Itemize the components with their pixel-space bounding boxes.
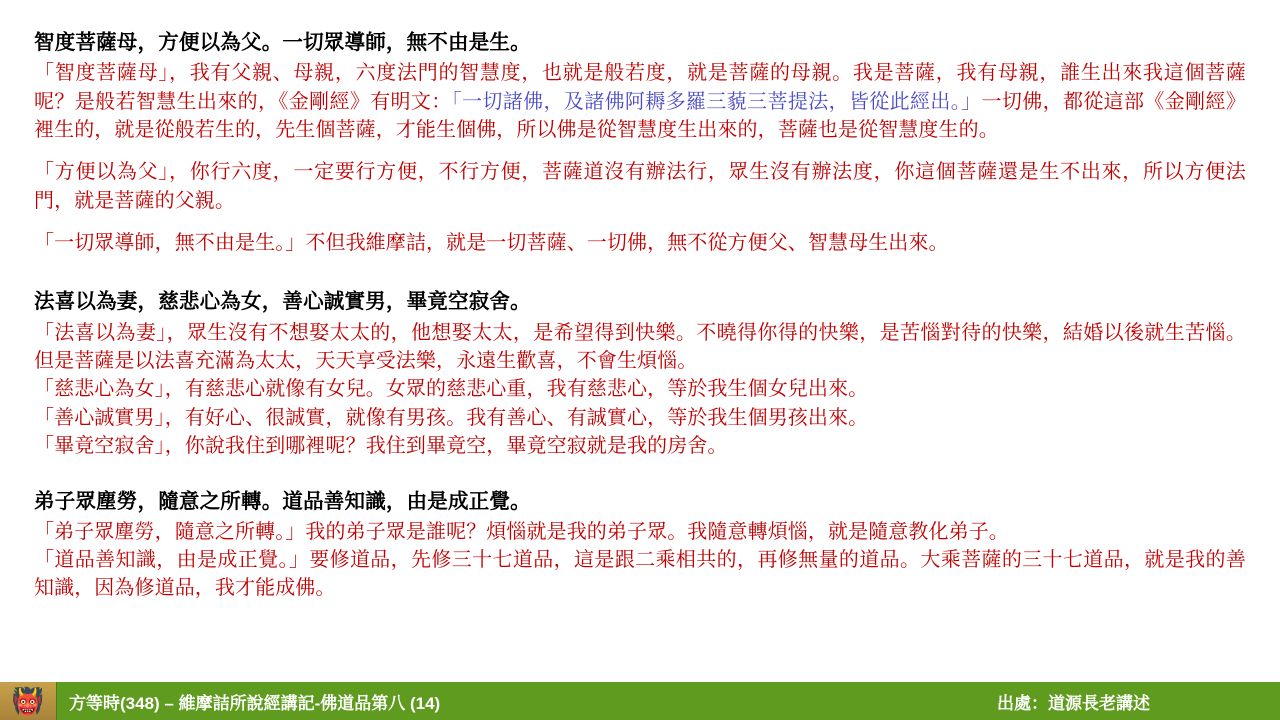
section-1-heading: 智度菩薩母，方便以為父。一切眾導師，無不由是生。: [34, 31, 531, 54]
buddha-statue-icon: [0, 682, 57, 720]
section-spacer: [34, 463, 1246, 487]
section-2-paragraph-3: 「善心誠實男」，有好心、很誠實，就像有男孩。我有善心、有誠實心，等於我生個男孩出來。: [34, 406, 869, 429]
footer-title: 方等時(348) – 維摩詰所說經講記-佛道品第八 (14): [69, 693, 441, 713]
text-run: 一切佛，都從這部《金剛經》裡生的，就是從般若生的，先生個菩薩，才能生個佛，所以佛是從智慧度生出來的，菩薩也是從智慧度生的。: [34, 90, 1246, 141]
section-3: [34, 487, 1246, 603]
text-run: 「智度菩薩母」，我有父親、母親，六度法門的智慧度，也就是般若度，就是菩薩的母親。我是菩薩，我有母親，誰生出來我這個菩薩呢？是般若智慧生出來的，《金剛經》有明文：: [34, 62, 1246, 113]
buddha-glyph: 👹: [11, 686, 45, 716]
section-3-paragraph-2: 「道品善知識，由是成正覺。」要修道品，先修三十七道品，這是跟二乘相共的，再修無量的道品。大乘菩薩的三十七道品，就是我的善知識，因為修道品，我才能成佛。: [34, 549, 1246, 600]
section-3-paragraph-1: 「弟子眾塵勞，隨意之所轉。」我的弟子眾是誰呢？煩惱就是我的弟子眾。我隨意轉煩惱，就是隨意教化弟子。: [34, 520, 1009, 543]
footer-source: 出處：道源長老講述: [997, 693, 1150, 713]
footer-bar: [0, 682, 1280, 720]
section-1-paragraph-2: 「方便以為父」，你行六度，一定要行方便，不行方便，菩薩道沒有辦法行，眾生沒有辦法度，你這個菩薩還是生不出來，所以方便法門，就是菩薩的父親。: [34, 161, 1246, 212]
section-2-paragraph-4: 「畢竟空寂舍」，你說我住到哪裡呢？我住到畢竟空，畢竟空寂就是我的房舍。: [34, 435, 728, 458]
section-2-heading: 法喜以為妻，慈悲心為女，善心誠實男，畢竟空寂舍。: [34, 290, 531, 314]
section-1: [34, 28, 1246, 257]
section-1-paragraph-1: [34, 59, 1246, 144]
section-2-paragraph-2: 「慈悲心為女」，有慈悲心就像有女兒。女眾的慈悲心重，我有慈悲心，等於我生個女兒出來。: [34, 378, 869, 401]
section-2-paragraph-1: 「法喜以為妻」，眾生沒有不想娶太太的，他想娶太太，是希望得到快樂。不曉得你得的快樂，是苦惱對待的快樂，結婚以後就生苦惱。但是菩薩是以法喜充滿為太太，天天享受法樂，永遠生歡喜，不會生煩惱。: [34, 321, 1246, 372]
section-3-heading: 弟子眾塵勞，隨意之所轉。道品善知識，由是成正覺。: [34, 489, 531, 513]
section-2: [34, 287, 1246, 460]
section-1-paragraph-3: 「一切眾導師，無不由是生。」不但我維摩詰，就是一切菩薩、一切佛，無不從方便父、智慧母生出來。: [34, 232, 949, 255]
section-spacer: [34, 259, 1246, 287]
text-run-highlight: 「一切諸佛，及諸佛阿耨多羅三藐三菩提法，皆從此經出。」: [451, 90, 982, 113]
